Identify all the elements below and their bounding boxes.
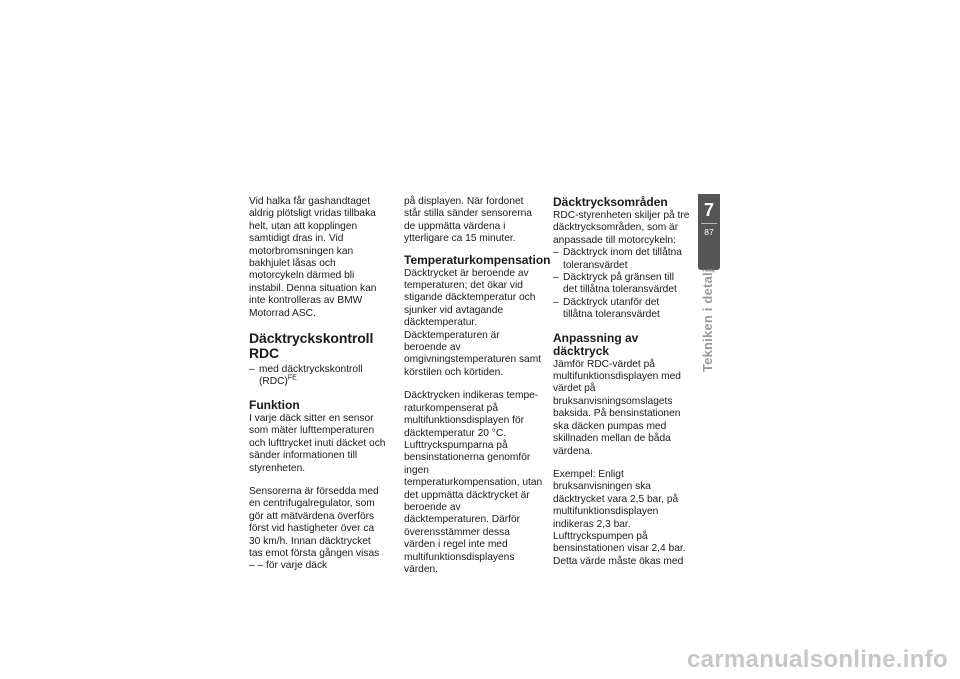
column-right [553, 196, 690, 568]
chapter-number: 7 [703, 200, 714, 220]
heading-funktion: Funktion [249, 397, 300, 412]
temp-paragraph-2: Däcktrycken indikeras temperaturkompenserat på multifunktionsdisplayen för däcktemperatur 20 °C. Lufttryckspumparna på bensinstationerna genomför ingen temperaturkompensation, utan det uppmätta däcktrycket är beroende av däcktemperaturen. Därför överensstämmer dessa värden i regel inte med multifunktionsdisplayens värden. [404, 390, 543, 575]
temp-paragraph-1: Däcktrycket är beroende av temperaturen; det ökar vid stigande däcktemperatur och sjunker vid avtagande däcktemperatur. Däcktemperaturen är beroende av omgivningstemperaturen samt körstilen och körtiden. [404, 267, 542, 378]
section-title: Tekniken i detalj [700, 268, 715, 372]
list-item-text: Däcktryck utanför det tillåtna toleransvärdet [563, 296, 660, 321]
dash-bullet: – [249, 364, 255, 376]
omraden-paragraph: RDC-styrenheten skiljer på tre däcktrycksområden, som är anpassade till motorcykeln: [553, 210, 690, 246]
list-item [553, 297, 690, 322]
list-item [553, 272, 690, 297]
dash-bullet: – [553, 296, 559, 308]
funktion-paragraph-1: I varje däck sitter en sensor som mäter lufttemperaturen och lufttrycket inuti däcket och sänder informationen till styrenheten. [249, 412, 386, 474]
intro-paragraph: Vid halka får gashandtaget aldrig plötsligt vridas tillbaka helt, utan att kopplingen samtidigt dras in. Vid motorbromsningen kan bakhjulet låsas och motorcykeln därmed bli instabil. Denna situation kan inte kontrolleras av BMW Motorrad ASC. [249, 196, 377, 319]
column-middle [404, 196, 551, 576]
section-title-vertical [700, 268, 720, 373]
list-item-text: Däcktryck inom det tillåtna toleransvärdet [563, 247, 682, 271]
heading-dacktrycksomraden: Däcktrycksområden [553, 195, 668, 209]
funktion-paragraph-2: Sensorerna är försedda med en centrifugalregulator, som gör att mätvärdena överförs först vid hastigheter över ca 30 km/h. Innan däcktrycket tas emot första gången visas – – för varje däck [249, 485, 380, 572]
anpassning-paragraph-2: Exempel: Enligt bruksanvisningen ska däcktrycket vara 2,5 bar, på multifunktionsdisplayen indikeras 2,3 bar. Lufttryckspumpen på bensinstationen visar 2,4 bar. Detta värde måste ökas med [553, 468, 686, 567]
equipment-item-text: med däcktryckskontroll (RDC) [259, 364, 363, 388]
heading-anpassning: Anpassning av däcktryck [553, 330, 639, 358]
heading-rdc: Däcktryckskontroll RDC [249, 330, 374, 361]
equipment-sup: FE [287, 375, 297, 383]
list-item [553, 247, 690, 272]
list-item-text: Däcktryck på gränsen till det tillåtna toleransvärdet [563, 272, 677, 296]
chapter-tab-divider [701, 223, 717, 224]
page-number: 87 [704, 227, 714, 237]
column-left [249, 196, 386, 573]
continuation-paragraph: på displayen. När fordonet står stilla sänder sensorerna de uppmätta värdena i ytterligare ca 15 minuter. [404, 196, 532, 245]
dash-bullet: – [553, 247, 559, 259]
chapter-tab [698, 194, 720, 270]
watermark: carmanualsonline.info [686, 646, 948, 673]
equipment-item [249, 364, 386, 389]
anpassning-paragraph-1: Jämför RDC-värdet på multifunktionsdisplayen med värdet på bruksanvisningsomslagets baksida. På bensinstationen ska däcken pumpas med skillnaden mellan de båda värdena. [553, 358, 681, 457]
dash-bullet: – [553, 272, 559, 284]
heading-temperaturkompensation: Temperaturkompensation [404, 252, 551, 267]
